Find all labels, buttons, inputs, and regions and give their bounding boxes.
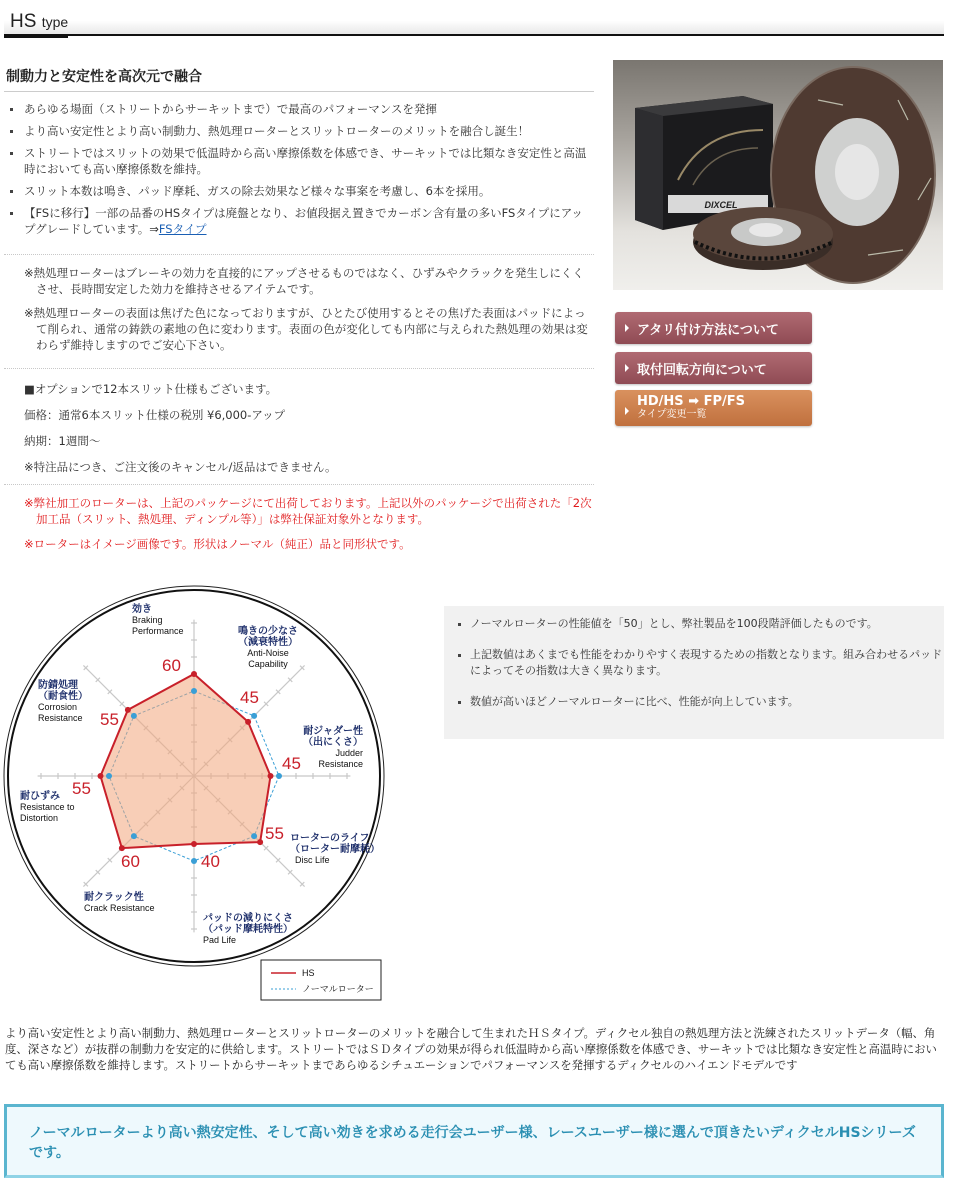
section-heading: 制動力と安定性を高次元で融合	[6, 69, 202, 85]
dotted-divider	[4, 484, 594, 485]
section-header	[4, 4, 944, 36]
option-warning: ※特注品につき、ご注文後のキャンセル/返品はできません。	[24, 460, 337, 474]
value-pad-life: 40	[201, 852, 220, 871]
header-accent-bar	[4, 34, 68, 38]
list-item: ストリートではスリットの効果で低温時から高い摩擦係数を体感でき、サーキットでは比類なき安定性と高温時においても高い摩擦係数を維持。	[8, 145, 593, 177]
feature-list	[8, 101, 593, 243]
list-item: あらゆる場面（ストリートからサーキットまで）で最高のパフォーマンスを発揮	[8, 101, 593, 117]
option-delivery: 納期：1週間～	[24, 434, 101, 448]
axis-label-disc-life: ローターのライフ （ローター耐摩耗） Disc Life	[290, 833, 380, 865]
axis-label-judder: 耐ジャダー性 （出にくさ） Judder Resistance	[303, 726, 363, 769]
note: ※ローターはイメージ画像です。形状はノーマル（純正）品と同形状です。	[24, 537, 411, 551]
value-corrosion: 55	[100, 710, 119, 729]
page-title: HS type	[10, 11, 69, 32]
triangle-right-icon	[625, 324, 629, 332]
list-item: 数値が高いほどノーマルローターに比べ、性能が向上しています。	[456, 694, 944, 710]
axis-label-corrosion: 防錆処理 （耐食性） Corrosion Resistance	[38, 680, 88, 723]
value-judder: 45	[282, 754, 301, 773]
type-change-list-button[interactable]: HD/HS ➡ FP/FS タイプ変更一覧	[615, 390, 812, 426]
value-distortion: 55	[72, 779, 91, 798]
axis-label-crack: 耐クラック性 Crack Resistance	[84, 892, 155, 913]
axis-label-distortion: 耐ひずみ Resistance to Distortion	[20, 791, 75, 823]
value-disc-life: 55	[265, 824, 284, 843]
option-price: 価格：通常6本スリット仕様の税別 ¥6,000-アップ	[24, 408, 286, 422]
value-anti-noise: 45	[240, 688, 259, 707]
callout-box	[4, 1104, 944, 1178]
chart-notes-box	[444, 606, 944, 739]
radar-chart	[0, 580, 400, 1010]
axis-label-braking: 効き Braking Performance	[132, 604, 184, 636]
dotted-divider	[4, 368, 594, 369]
heat-treatment-notes	[24, 265, 592, 353]
fs-type-link[interactable]: FSタイプ	[158, 222, 207, 236]
list-item: 【FSに移行】一部の品番のHSタイプは廃盤となり、お値段据え置きでカーボン含有量の多いFSタイプにアップグレードしています。⇒FSタイプ	[8, 205, 593, 237]
product-photo	[613, 60, 943, 290]
description-paragraph: より高い安定性とより高い制動力、熱処理ローターとスリットローターのメリットを融合して生まれたＨＳタイプ。ディクセル独自の熱処理方法と洗練されたスリットデータ（幅、角度、深さなど）が抜群の制動力を安定的に供給します。ストリートではＳＤタイプの効果が得られ低温時から高い摩擦係数を体感でき、サーキットでは比類なき安定性と高温時においても高い摩擦係数を維持します。ストリートからサーキットまであらゆるシチュエーションでパフォーマンスを発揮するディクセルのハイエンドモデルです	[5, 1026, 937, 1072]
rotor-image	[613, 60, 943, 290]
legend-hs: HS	[302, 968, 315, 978]
rotation-direction-button[interactable]: 取付回転方向について	[615, 352, 812, 384]
list-item: より高い安定性とより高い制動力、熱処理ローターとスリットローターのメリットを融合し誕生！	[8, 123, 593, 139]
break-in-method-button[interactable]: アタリ付け方法について	[615, 312, 812, 344]
note: ※弊社加工のローターは、上記のパッケージにて出荷しております。上記以外のパッケージで出荷された「2次加工品（スリット、熱処理、ディンプル等）」は弊社保証対象外となります。	[24, 496, 592, 526]
option-title: ■オプションで12本スリット仕様もございます。	[24, 382, 278, 396]
note: ※熱処理ローターはブレーキの効力を直接的にアップさせるものではなく、ひずみやクラックを発生しにくくさせ、長時間安定した効力を維持させるアイテムです。	[24, 266, 584, 296]
axis-label-anti-noise: 鳴きの少なさ （減衰特性） Anti-Noise Capability	[238, 626, 298, 669]
dotted-divider	[4, 254, 594, 255]
list-item: ノーマルローターの性能値を「50」とし、弊社製品を100段階評価したものです。	[456, 616, 944, 632]
note: ※熱処理ローターの表面は焦げた色になっておりますが、ひとたび使用するとその焦げた表面はパッドによって削られ、通常の鋳鉄の素地の色に変わります。表面の色が変化しても内部に与えられた熱処理の効果は変わらず維持しますのでご安心下さい。	[24, 306, 588, 352]
value-crack: 60	[121, 852, 140, 871]
list-item: スリット本数は鳴き、パッド摩耗、ガスの除去効果など様々な事案を考慮し、6本を採用。	[8, 183, 593, 199]
heading-divider	[4, 91, 594, 92]
legend-normal: ノーマルローター	[302, 984, 374, 994]
axis-label-pad-life: パッドの減りにくさ （パッド摩耗特性） Pad Life	[203, 913, 293, 945]
callout-text: ノーマルローターより高い熱安定性、そして高い効きを求める走行会ユーザー様、レースユーザー様に選んで頂きたいディクセルHSシリーズです。	[29, 1125, 916, 1161]
svg-text:DIXCEL: DIXCEL	[704, 200, 738, 210]
triangle-right-icon	[625, 364, 629, 372]
red-notes	[24, 495, 592, 552]
triangle-right-icon	[625, 407, 629, 415]
list-item: 上記数値はあくまでも性能をわかりやすく表現するための指数となります。組み合わせるパッドによってその指数は大きく異なります。	[456, 647, 944, 679]
value-braking: 60	[162, 656, 181, 675]
